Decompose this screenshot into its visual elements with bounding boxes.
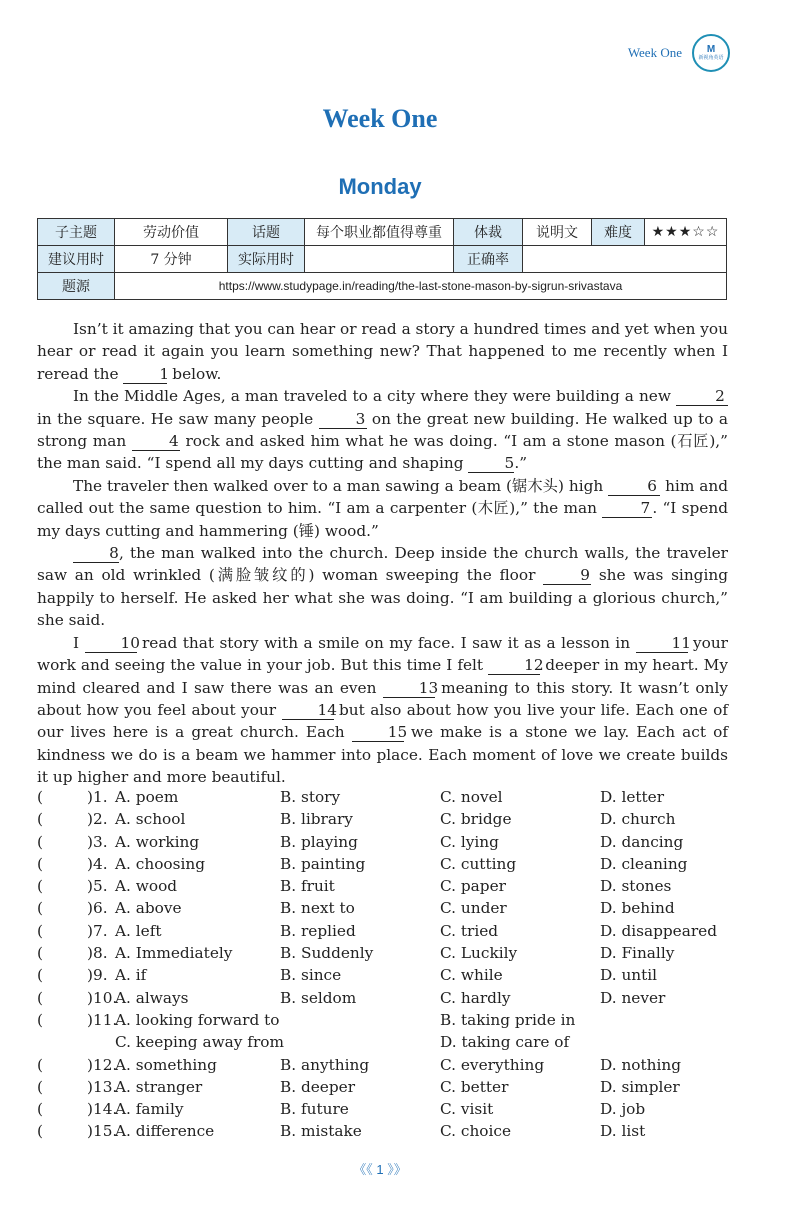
question-number: )13. [87,1077,118,1096]
answer-paren: ( [37,810,43,829]
subtopic-label: 子主题 [38,219,115,246]
option-b: B. next to [280,899,355,918]
suggested-time-label: 建议用时 [38,246,115,273]
question-number: )3. [87,832,108,851]
passage-text: she was singing happily to herself. He asked her what she was doing. “I am building a glorious church,” she said. [37,566,728,630]
option-a: A. school [115,810,186,829]
question-number: )11. [87,1010,118,1029]
passage-paragraph-2 [37,385,728,475]
option-a: A. poem [115,788,179,806]
passage-text: deeper in my heart. My mind cleared and I saw there was an even [37,656,728,697]
option-d: D. nothing [600,1055,682,1074]
blank-5: 5 [468,455,514,473]
blank-11: 11 [636,635,688,653]
blank-4: 4 [132,433,180,451]
question-number: )10. [87,988,118,1007]
question-row [37,877,728,899]
info-table [37,218,727,300]
option-d: D. letter [600,788,665,806]
option-b: B. anything [280,1055,370,1074]
answer-paren: ( [37,832,43,851]
question-row [37,989,728,1011]
question-number: )8. [87,944,108,963]
option-b: B. fruit [280,877,335,896]
reading-passage [37,318,728,789]
genre-value: 说明文 [523,219,592,246]
question-row [37,1011,728,1033]
blank-15: 15 [352,724,404,742]
option-c: C. better [440,1077,509,1096]
passage-paragraph-4 [37,542,728,632]
option-c: C. while [440,966,503,985]
option-d: D. never [600,988,666,1007]
page-header [628,34,730,72]
question-number: )9. [87,966,108,985]
blank-6: 6 [608,478,660,496]
page-number: 《《 1 》》 [353,1162,407,1177]
topic-label: 话题 [228,219,305,246]
info-row-3 [38,273,727,300]
passage-paragraph-1 [37,318,728,385]
passage-text: The traveler then walked over to a man sawing a beam (锯木头) high [73,476,609,495]
question-row [37,1122,728,1144]
option-b-long: B. taking pride in [440,1010,576,1029]
option-c: C. novel [440,788,503,806]
question-number: )1. [87,788,108,806]
passage-text: we make is a stone we lay. Each act of kindness we do is a beam we hammer into place. Each moment of love we create builds it up higher and more beautiful. [37,723,728,787]
answer-paren: ( [37,966,43,985]
option-a: A. choosing [115,854,205,873]
blank-3: 3 [319,411,367,429]
source-label: 题源 [38,273,115,300]
option-c: C. paper [440,877,506,896]
answer-paren: ( [37,788,43,806]
question-number: )15. [87,1122,118,1141]
question-row [37,1056,728,1078]
answer-paren: ( [37,1100,43,1119]
option-a: A. Immediately [115,944,233,963]
answer-paren: ( [37,1055,43,1074]
option-b: B. painting [280,854,366,873]
option-c: C. hardly [440,988,511,1007]
passage-text: but also about how you live your life. Each one of our lives here is a great church. Each [37,700,729,742]
option-b: B. since [280,966,342,985]
answer-paren: ( [37,877,43,896]
option-a: A. left [115,921,162,940]
blank-10: 10 [85,635,137,653]
blank-14: 14 [282,702,334,720]
option-c: C. Luckily [440,944,518,963]
option-d: D. church [600,810,676,829]
blank-13: 13 [383,680,435,698]
question-row [37,966,728,988]
option-b: B. story [280,788,341,806]
option-c: C. lying [440,832,499,851]
info-row-2 [38,246,727,273]
actual-time-value [305,246,454,273]
option-a: A. above [115,899,182,918]
passage-text: .” [514,454,528,473]
blank-2: 2 [676,388,728,406]
question-number: )7. [87,921,108,940]
option-a: A. working [115,832,200,851]
accuracy-label: 正确率 [454,246,523,273]
option-a: A. difference [115,1122,215,1141]
actual-time-label: 实际用时 [228,246,305,273]
question-number: )12. [87,1055,118,1074]
question-row [37,1100,728,1122]
day-subtitle: Monday [338,174,422,199]
answer-paren: ( [37,944,43,963]
option-d: D. until [600,966,658,985]
question-number: )14. [87,1100,118,1119]
publisher-logo-icon [692,34,730,72]
question-row [37,833,728,855]
passage-text: rock and asked him what he was doing. “I am a stone mason (石匠),” the man said. “I spend all my days cutting and shaping [37,432,728,473]
passage-text: your work and seeing the value in your job. But this time I felt [37,633,728,675]
question-number: )6. [87,899,108,918]
suggested-time-value: 7 分钟 [115,246,228,273]
option-c: C. tried [440,921,499,940]
answer-paren: ( [37,1077,43,1096]
question-row [37,922,728,944]
answer-paren: ( [37,921,43,940]
option-c: C. bridge [440,810,512,829]
option-b: B. mistake [280,1122,362,1141]
option-d: D. Finally [600,944,675,963]
logo-mark: M [706,44,716,55]
subtopic-value: 劳动价值 [115,219,228,246]
passage-paragraph-5 [37,632,728,789]
accuracy-value [523,246,727,273]
option-d: D. behind [600,899,675,918]
option-c: C. under [440,899,507,918]
option-d: D. list [600,1122,646,1141]
question-list [37,788,728,1145]
topic-value: 每个职业都值得尊重 [305,219,454,246]
option-a: A. always [115,988,189,1007]
question-row [37,788,728,810]
blank-1: 1 [123,366,167,384]
option-a: A. wood [115,877,178,896]
option-c: C. choice [440,1122,512,1141]
option-a: A. something [115,1055,217,1074]
passage-text: meaning to this story. It wasn’t only about how you feel about your [37,678,728,719]
passage-text: Isn’t it amazing that you can hear or read a story a hundred times and yet when you hear or read it again you learn something new? That happened to me recently when I reread the [37,320,728,383]
difficulty-stars: ★★★☆☆ [645,219,727,246]
option-b: B. library [280,810,353,829]
option-d: D. disappeared [600,921,718,940]
answer-paren: ( [37,1122,43,1141]
passage-text: read that story with a smile on my face. I saw it as a lesson in [136,633,636,652]
blank-9: 9 [543,567,591,585]
blank-8: 8 [73,545,119,563]
option-d: D. stones [600,877,672,896]
source-url: https://www.studypage.in/reading/the-last-stone-mason-by-sigrun-srivastava [115,273,727,300]
option-d: D. simpler [600,1077,680,1096]
question-row [37,810,728,832]
logo-subtext: 新视角英语 [698,55,724,61]
blank-12: 12 [488,657,540,675]
question-number: )5. [87,877,108,896]
option-b: B. playing [280,832,358,851]
option-a: A. looking forward to [115,1010,280,1029]
passage-text: , the man walked into the church. Deep inside the church walls, the traveler saw an old wrinkled (满脸皱纹的) woman sweeping the floor [37,544,728,585]
answer-paren: ( [37,1010,43,1029]
info-row-1 [38,219,727,246]
answer-paren: ( [37,988,43,1007]
option-b: B. replied [280,921,356,940]
option-b: B. deeper [280,1077,356,1096]
answer-paren: ( [37,854,43,873]
question-row [37,1033,728,1055]
option-c-long: C. keeping away from [115,1033,284,1052]
option-b: B. seldom [280,988,357,1007]
passage-text: him and called out the same question to him. “I am a carpenter (木匠),” the man [37,476,728,518]
passage-text: . “I spend my days cutting and hammering (锤) wood.” [37,499,728,540]
blank-7: 7 [602,500,652,518]
passage-paragraph-3 [37,475,728,542]
option-a: A. stranger [115,1077,203,1096]
question-row [37,1078,728,1100]
option-b: B. future [280,1100,349,1119]
page-title: Week One [322,104,438,133]
passage-text: in the square. He saw many people [37,409,319,428]
answer-paren: ( [37,899,43,918]
option-d: D. dancing [600,832,684,851]
running-header-week: Week One [627,45,682,60]
option-d: D. job [600,1100,646,1119]
passage-text: I [73,633,85,652]
option-a: A. family [115,1100,184,1119]
option-c: C. cutting [440,854,517,873]
option-d-long: D. taking care of [440,1033,570,1052]
question-number: )2. [87,810,108,829]
question-row [37,944,728,966]
option-c: C. visit [440,1100,494,1119]
passage-text: In the Middle Ages, a man traveled to a city where they were building a new [73,387,676,406]
question-row [37,899,728,921]
passage-text: below. [167,364,222,383]
difficulty-label: 难度 [592,219,645,246]
option-c: C. everything [440,1055,545,1074]
option-a: A. if [115,966,147,985]
question-number: )4. [87,854,108,873]
genre-label: 体裁 [454,219,523,246]
question-row [37,855,728,877]
option-b: B. Suddenly [280,944,374,963]
passage-text: on the great new building. He walked up to a strong man [37,409,728,451]
option-d: D. cleaning [600,854,688,873]
